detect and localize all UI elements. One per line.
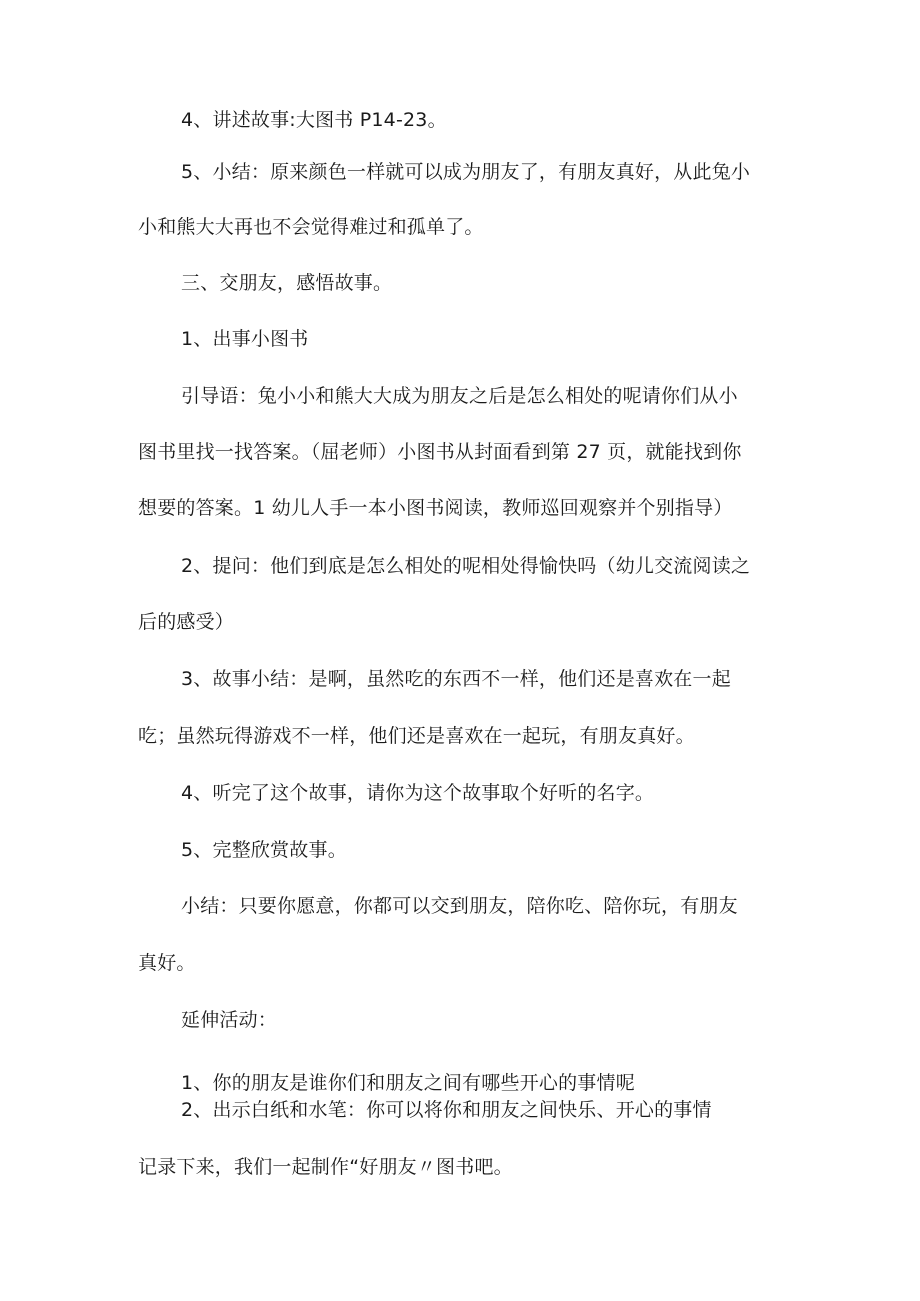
step-2-question: 2、提问：他们到底是怎么相处的呢相处得愉快吗（幼儿交流阅读之 <box>181 555 751 577</box>
guide-paragraph-line-3: 想要的答案。1 幼儿人手一本小图书阅读，教师巡回观察并个别指导） <box>138 497 733 519</box>
step-4-naming: 4、听完了这个故事，请你为这个故事取个好听的名字。 <box>181 782 655 804</box>
extension-step-1: 1、你的朋友是谁你们和朋友之间有哪些开心的事情呢 <box>181 1072 635 1094</box>
guide-paragraph-line-2: 图书里找一找答案。（屈老师）小图书从封面看到第 27 页，就能找到你 <box>138 441 742 463</box>
step-3-story-summary-continued: 吃；虽然玩得游戏不一样，他们还是喜欢在一起玩，有朋友真好。 <box>138 725 695 747</box>
step-2-question-continued: 后的感受） <box>138 611 235 633</box>
step-5-summary-continued: 小和熊大大再也不会觉得难过和孤单了。 <box>138 216 484 238</box>
step-4-story-telling: 4、讲述故事:大图书 P14-23。 <box>181 109 447 131</box>
step-3-story-summary: 3、故事小结：是啊，虽然吃的东西不一样，他们还是喜欢在一起 <box>181 668 731 690</box>
step-1-small-book: 1、出事小图书 <box>181 328 309 350</box>
guide-paragraph: 引导语：兔小小和熊大大成为朋友之后是怎么相处的呢请你们从小 <box>181 385 738 407</box>
section-3-heading: 三、交朋友，感悟故事。 <box>181 272 393 294</box>
step-5-appreciate: 5、完整欣赏故事。 <box>181 839 347 861</box>
extension-step-2-continued: 记录下来，我们一起制作“好朋友〃图书吧。 <box>138 1156 513 1178</box>
extension-heading: 延伸活动： <box>181 1009 278 1031</box>
summary-paragraph: 小结：只要你愿意，你都可以交到朋友，陪你吃、陪你玩，有朋友 <box>181 895 738 917</box>
extension-step-2: 2、出示白纸和水笔：你可以将你和朋友之间快乐、开心的事情 <box>181 1099 712 1121</box>
summary-paragraph-continued: 真好。 <box>138 952 196 974</box>
step-5-summary: 5、小结：原来颜色一样就可以成为朋友了，有朋友真好，从此兔小 <box>181 161 751 183</box>
